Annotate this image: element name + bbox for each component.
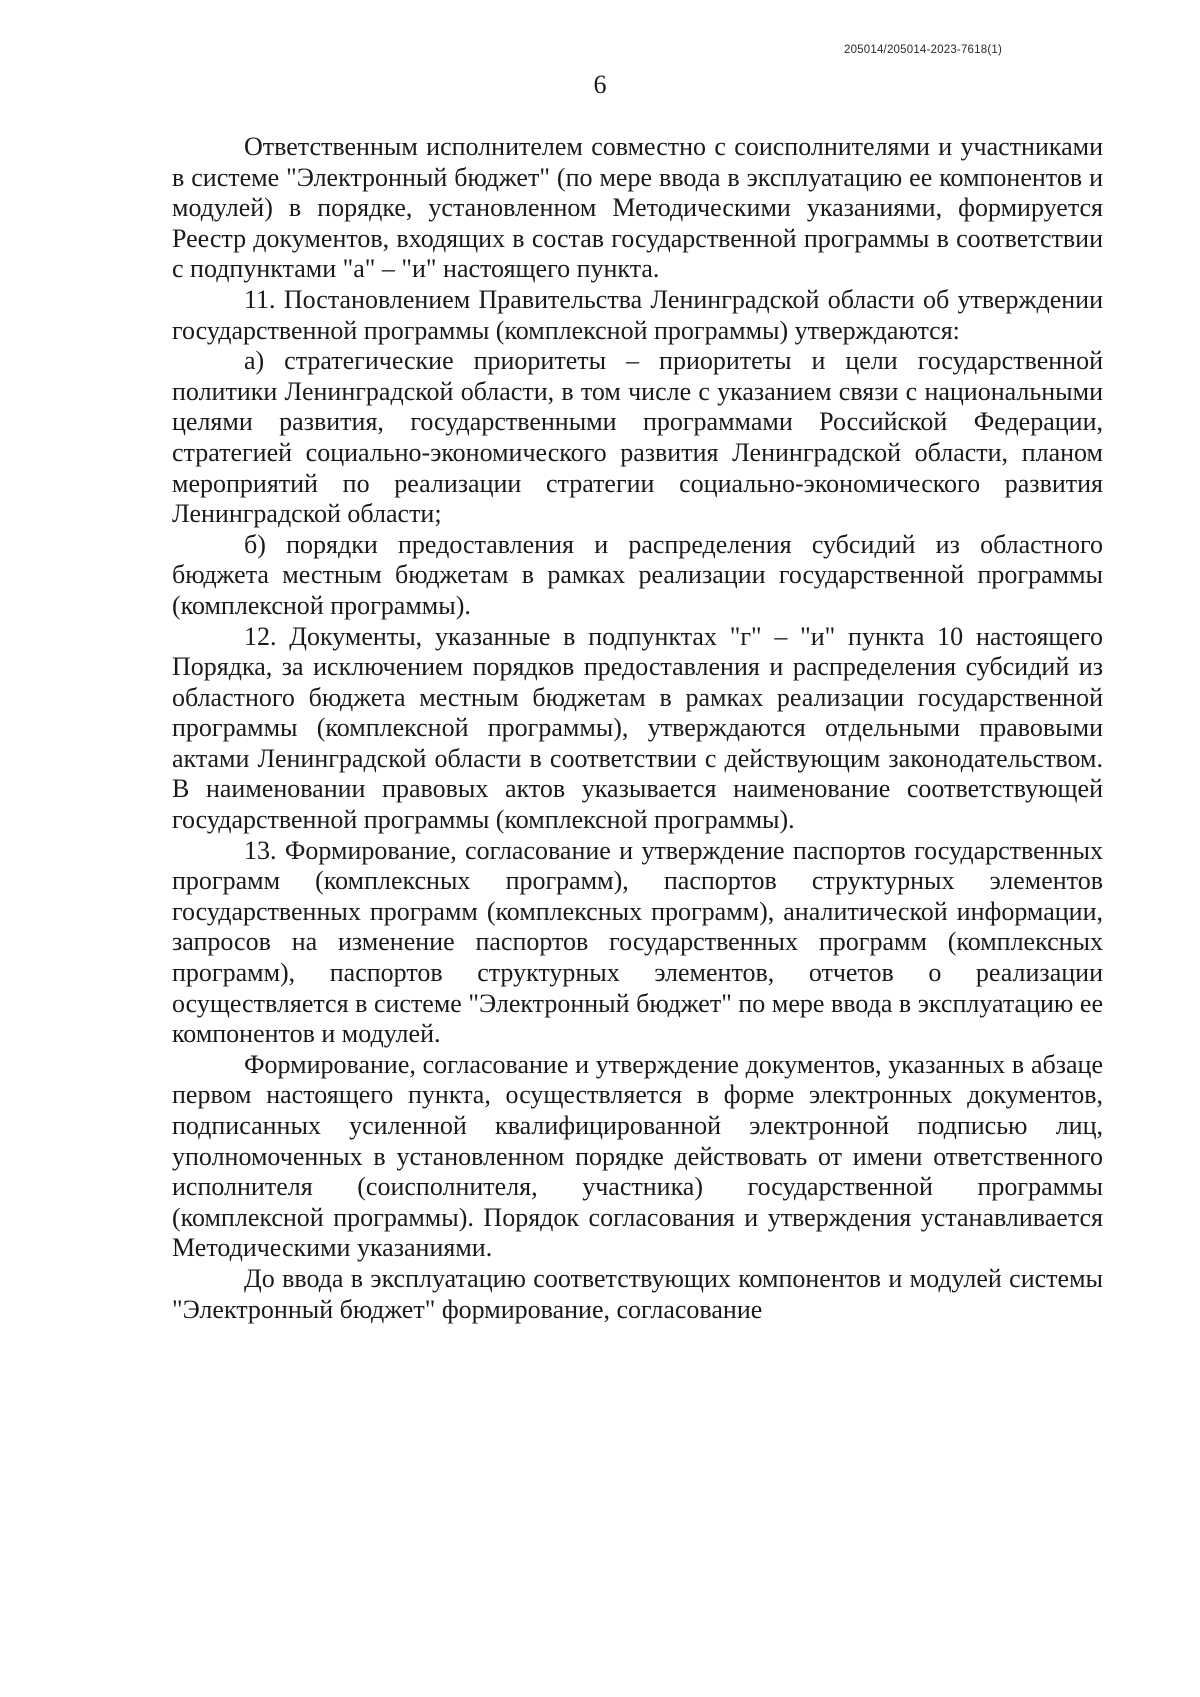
paragraph-registry: Ответственным исполнителем совместно с соисполнителями и участниками в системе "Электронный бюджет" (по мере ввода в эксплуатацию ее компонентов и модулей) в порядке, установленном Методическими указаниями, формируется Реестр документов, входящих в состав государственной программы в соответствии с подпунктами "а" – "и" настоящего пункта.: [172, 132, 1103, 284]
paragraph-11b: б) порядки предоставления и распределения субсидий из областного бюджета местным бюджетам в рамках реализации государственной программы (комплексной программы).: [172, 529, 1103, 620]
document-body: [172, 132, 1103, 1325]
paragraph-11: 11. Постановлением Правительства Ленинградской области об утверждении государственной программы (комплексной программы) утверждаются:: [172, 284, 1103, 345]
paragraph-11a: а) стратегические приоритеты – приоритеты и цели государственной политики Ленинградской области, в том числе с указанием связи с национальными целями развития, государственными программами Российской Федерации, стратегией социально-экономического развития Ленинградской области, планом мероприятий по реализации стратегии социально-экономического развития Ленинградской области;: [172, 346, 1103, 529]
paragraph-12: 12. Документы, указанные в подпунктах "г" – "и" пункта 10 настоящего Порядка, за исключением порядков предоставления и распределения субсидий из областного бюджета местным бюджетам в рамках реализации государственной программы (комплексной программы), утверждаются отдельными правовыми актами Ленинградской области в соответствии с действующим законодательством. В наименовании правовых актов указывается наименование соответствующей государственной программы (комплексной программы).: [172, 621, 1103, 835]
page-number: 6: [593, 70, 607, 99]
paragraph-13-electronic-docs: Формирование, согласование и утверждение документов, указанных в абзаце первом настоящего пункта, осуществляется в форме электронных документов, подписанных усиленной квалифицированной электронной подписью лиц, уполномоченных в установленном порядке действовать от имени ответственного исполнителя (соисполнителя, участника) государственной программы (комплексной программы). Порядок согласования и утверждения устанавливается Методическими указаниями.: [172, 1049, 1103, 1263]
document-id: 205014/205014-2023-7618(1): [843, 44, 1002, 56]
paragraph-13: 13. Формирование, согласование и утверждение паспортов государственных программ (комплексных программ), паспортов структурных элементов государственных программ (комплексных программ), аналитической информации, запросов на изменение паспортов государственных программ (комплексных программ), паспортов структурных элементов, отчетов о реализации осуществляется в системе "Электронный бюджет" по мере ввода в эксплуатацию ее компонентов и модулей.: [172, 835, 1103, 1049]
paragraph-13-before-launch: До ввода в эксплуатацию соответствующих компонентов и модулей системы "Электронный бюджет" формирование, согласование: [172, 1263, 1103, 1324]
